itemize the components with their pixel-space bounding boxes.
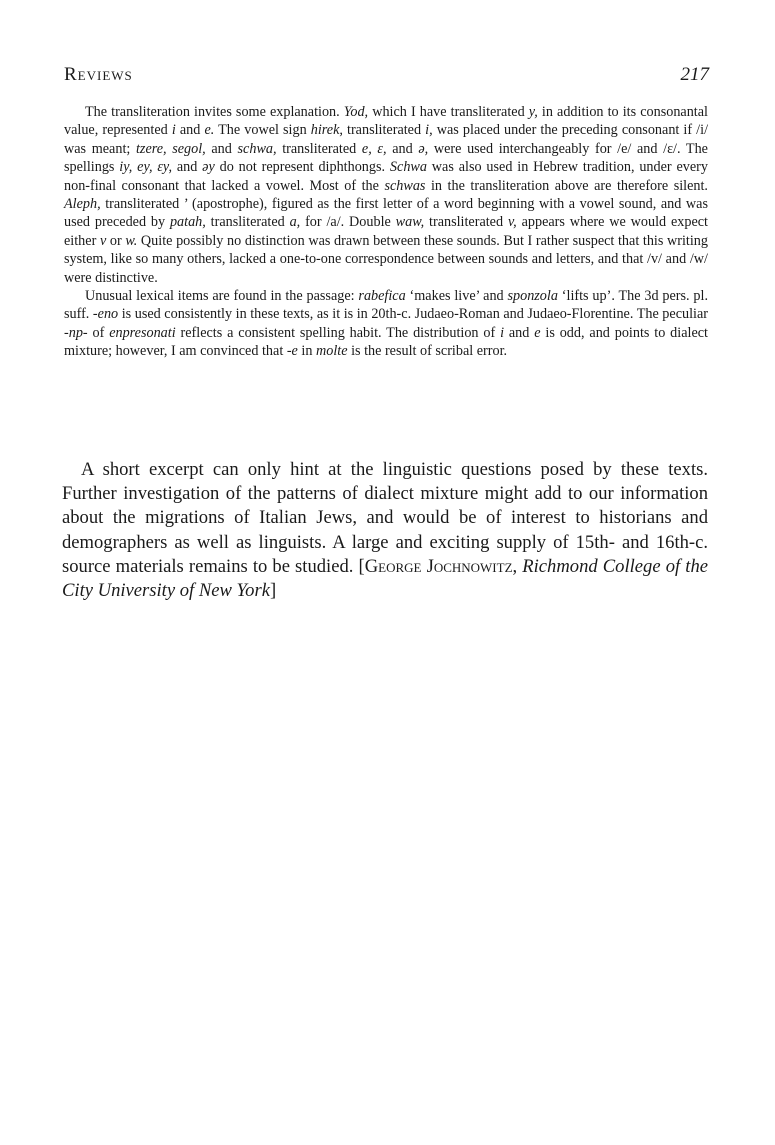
text-run: transliterated ’ (apostrophe), figured as the first letter of a word beginning with a vowel sound, and was used preceded by: [64, 196, 708, 231]
text-run: transliterated: [424, 214, 508, 231]
text-run: of: [87, 324, 110, 341]
italic-term: enpresonati: [109, 324, 176, 341]
notes-block: [64, 103, 708, 361]
italic-term: schwas: [384, 177, 426, 194]
italic-term: ə,: [418, 140, 429, 157]
italic-term: v,: [507, 214, 517, 231]
text-run: The transliteration invites some explanation.: [85, 104, 344, 120]
text-run: in addition to its consonantal value, represented: [64, 104, 708, 139]
text-run: and: [172, 159, 203, 176]
main-text: [62, 458, 708, 603]
text-run: was placed under the preceding consonant if /i/ was meant;: [64, 122, 709, 157]
text-run: and: [205, 140, 238, 157]
italic-term: hirek,: [310, 122, 343, 139]
italic-term: iy, ey, ɛy,: [119, 159, 172, 176]
italic-term: i: [171, 122, 176, 139]
italic-term: -np-: [64, 324, 88, 341]
reviewer-name: George Jochnowitz,: [364, 555, 518, 577]
italic-term: sponzola: [507, 288, 558, 305]
text-run: reflects a consistent spelling habit. The distribution of: [175, 324, 501, 341]
text-run: The vowel sign: [214, 122, 311, 139]
text-run: Unusual lexical items are found in the passage:: [85, 288, 359, 305]
closing-paragraph: [62, 458, 708, 603]
italic-term: Yod,: [343, 104, 369, 120]
text-run: and: [504, 324, 535, 341]
closing-paragraph-body: A short excerpt can only hint at the linguistic questions posed by these texts. Further investigation of the patterns of dialect mixture might add to our information about the migrations of Italian Jews, and would be of interest to historians and demographers as well as linguists. A large and exciting supply of 15th- and 16th-c. source materials remains to be studied. [: [62, 459, 708, 577]
notes-paragraph-2: [64, 287, 708, 361]
italic-term: Aleph,: [64, 196, 101, 213]
italic-term: i,: [425, 122, 433, 139]
reviewer-affiliation: Richmond College of the City University of New York: [62, 555, 708, 602]
italic-term: Schwa: [389, 159, 427, 176]
italic-term: -eno: [92, 306, 119, 323]
text-run: which I have transliterated: [368, 104, 529, 120]
text-run: or: [106, 232, 126, 249]
italic-term: a,: [289, 214, 301, 231]
text-run: in: [297, 343, 316, 360]
italic-term: e.: [204, 122, 215, 139]
text-run: is the result of scribal error.: [347, 343, 508, 360]
running-head: [64, 64, 709, 86]
italic-term: i: [500, 324, 505, 341]
italic-term: -e: [286, 343, 298, 360]
closing-bracket: ]: [269, 580, 277, 602]
italic-term: patah,: [169, 214, 206, 231]
text-run: and: [386, 140, 419, 157]
text-run: and: [175, 122, 205, 139]
text-run: do not represent diphthongs.: [214, 159, 390, 176]
italic-term: v: [99, 232, 107, 249]
text-run: transliterated: [205, 214, 290, 231]
text-run: was also used in Hebrew tradition, under every non-final consonant that lacked a vowel. Most of the: [64, 159, 708, 194]
text-run: is odd, and points to dialect mixture; however, I am convinced that: [64, 324, 708, 360]
italic-term: e, ɛ,: [361, 140, 387, 157]
italic-term: əy: [202, 159, 215, 176]
text-run: transliterated: [342, 122, 426, 139]
text-run: were used interchangeably for /e/ and /ɛ/. The spellings: [64, 140, 708, 176]
text-run: Quite possibly no distinction was drawn between these sounds. But I rather suspect that this writing system, like so many others, lacked a one-to-one correspondence between sounds and letters, and that /v/ and /w/ were distinctive.: [64, 232, 708, 286]
text-run: in the transliteration above are therefore silent.: [425, 177, 708, 194]
text-run: for /a/. Double: [300, 214, 396, 231]
italic-term: y,: [528, 104, 538, 120]
page-number: 217: [680, 64, 709, 85]
italic-term: tzere, segol,: [135, 140, 206, 157]
italic-term: rabefica: [358, 288, 406, 305]
text-run: appears where we would expect either: [64, 214, 708, 249]
italic-term: schwa,: [237, 140, 277, 157]
italic-term: w.: [125, 232, 138, 249]
text-run: ‘lifts up’. The 3d pers. pl. suff.: [64, 288, 708, 323]
notes-paragraph-1: [64, 103, 708, 287]
text-run: ‘makes live’ and: [405, 288, 508, 305]
text-run: is used consistently in these texts, as it is in 20th-c. Judaeo-Roman and Judaeo-Florentine. The peculiar: [118, 306, 708, 323]
italic-term: waw,: [395, 214, 425, 231]
running-head-title: Reviews: [64, 64, 133, 85]
text-run: transliterated: [276, 140, 362, 157]
italic-term: e: [534, 324, 541, 341]
italic-term: molte: [315, 343, 348, 360]
